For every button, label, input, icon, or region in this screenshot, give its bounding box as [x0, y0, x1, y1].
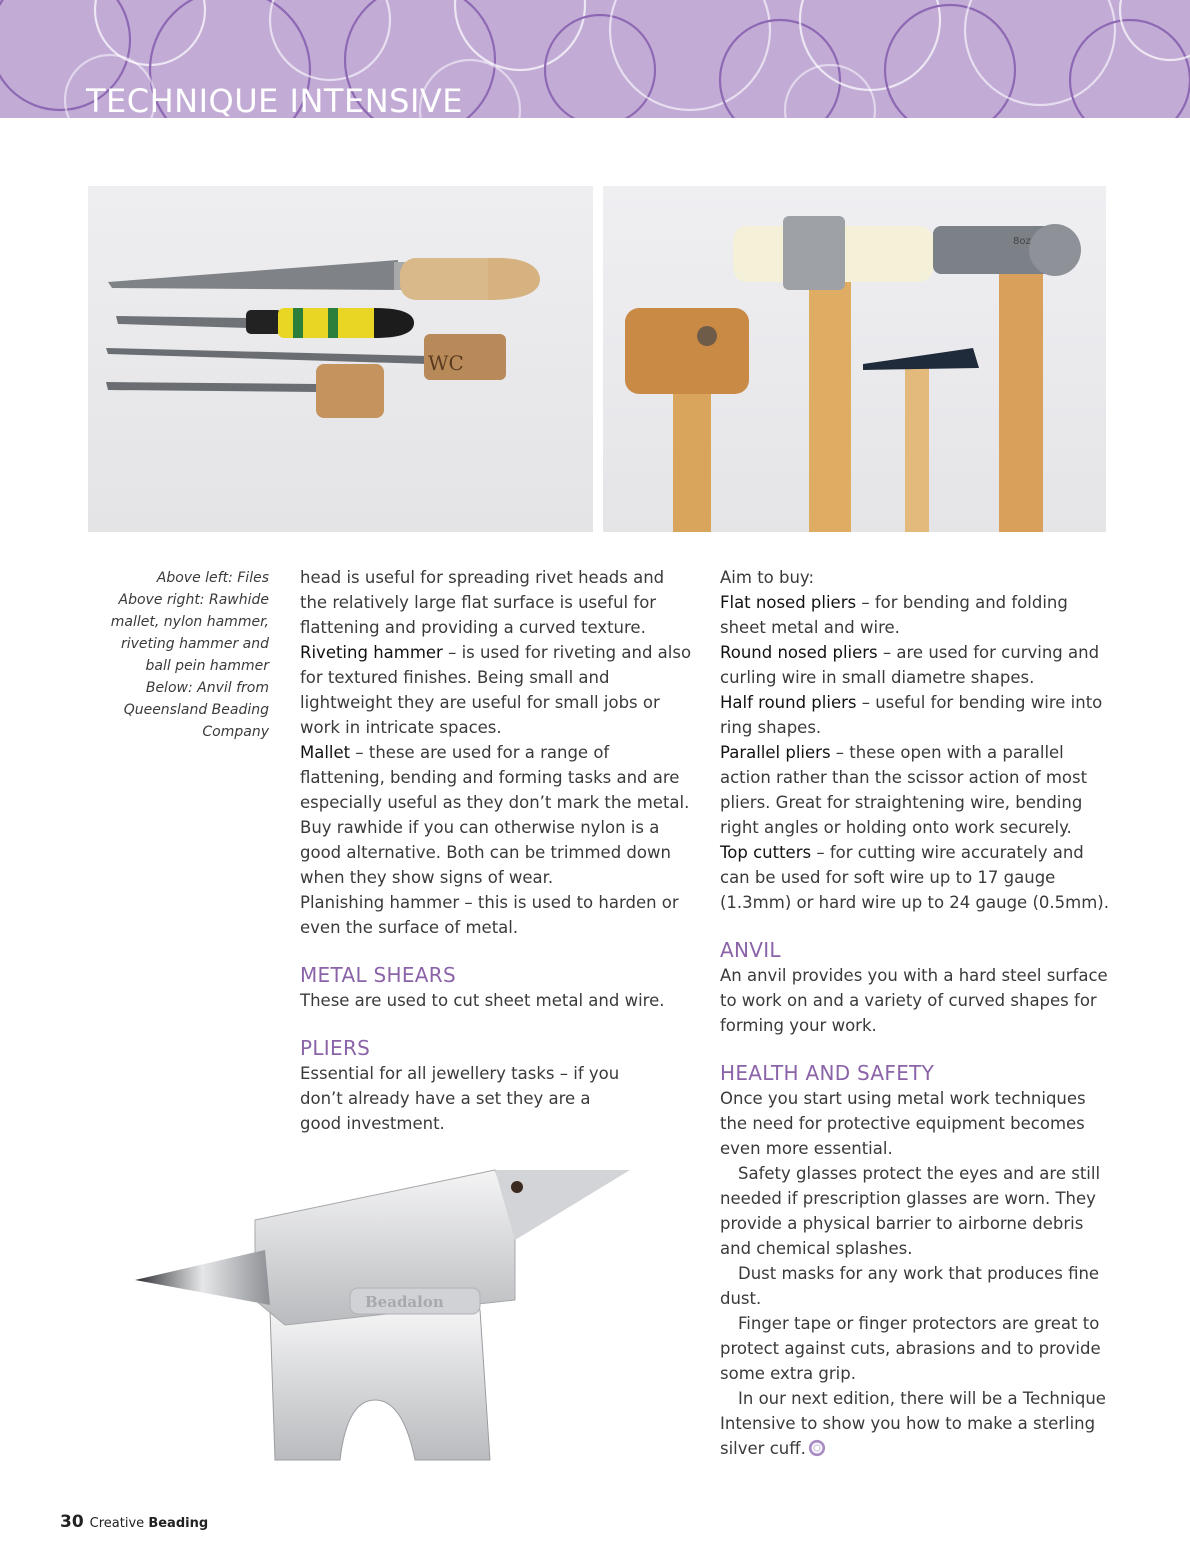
flat-pliers-term: Flat nosed pliers: [720, 593, 857, 612]
text-column-middle: [300, 565, 695, 1136]
next-edition-text: In our next edition, there will be a Technique Intensive to show you how to make a sterling silver cuff.: [720, 1389, 1106, 1458]
end-ring-icon: [808, 1439, 826, 1457]
anvil-heading: ANVIL: [720, 938, 781, 962]
caption-line: Above right: Rawhide: [118, 592, 269, 608]
parallel-pliers-paragraph: [720, 740, 1115, 840]
page-footer: [60, 1512, 208, 1532]
safety-glasses-text: Safety glasses protect the eyes and are still needed if prescription glasses are worn. They provide a physical barrier to airborne debris and chemical splashes.: [720, 1164, 1101, 1258]
pliers-heading: PLIERS: [300, 1036, 371, 1060]
dust-masks-text: Dust masks for any work that produces fine dust.: [720, 1264, 1100, 1308]
mallet-term: Mallet: [300, 743, 351, 762]
flat-pliers-paragraph: [720, 590, 1115, 640]
top-cutters-text: – for cutting wire accurately and can be used for soft wire up to 17 gauge (1.3mm) or hard wire up to 24 gauge (0.5mm).: [720, 843, 1109, 912]
top-cutters-term: Top cutters: [720, 843, 812, 862]
planishing-paragraph: Planishing hammer – this is used to harden or even the surface of metal.: [300, 893, 679, 937]
mallet-text: – these are used for a range of flattening, bending and forming tasks and are especially useful as they don’t mark the metal. Buy rawhide if you can otherwise nylon is a good alternative. Both can be trimmed down when they show signs of wear.: [300, 743, 690, 887]
round-pliers-text: – are used for curving and curling wire in small diametre shapes.: [720, 643, 1100, 687]
half-round-pliers-text: – useful for bending wire into ring shapes.: [720, 693, 1103, 737]
magazine-name: Beading: [148, 1516, 209, 1531]
hammer-stamp: 8oz: [1013, 236, 1031, 247]
caption-line: mallet, nylon hammer,: [110, 614, 269, 630]
flat-pliers-text: – for bending and folding sheet metal and wire.: [720, 593, 1068, 637]
riveting-paragraph: [300, 640, 695, 740]
riveting-term: Riveting hammer: [300, 643, 443, 662]
caption-line: Queensland Beading: [123, 702, 269, 718]
round-pliers-term: Round nosed pliers: [720, 643, 878, 662]
pliers-text: Essential for all jewellery tasks – if you don’t already have a set they are a good investment.: [300, 1064, 620, 1133]
metal-shears-text: These are used to cut sheet metal and wire.: [300, 991, 665, 1010]
photo-caption: [104, 567, 269, 743]
aim-to-buy: Aim to buy:: [720, 568, 815, 587]
text-column-right: [720, 565, 1115, 1461]
caption-line: Above left: Files: [156, 570, 269, 586]
section-title: TECHNIQUE INTENSIVE: [86, 82, 463, 118]
caption-line: riveting hammer and: [120, 636, 269, 652]
photo-hammers: [603, 186, 1106, 532]
header-banner: [0, 0, 1190, 118]
page-number: 30: [60, 1512, 84, 1532]
next-edition-paragraph: [720, 1386, 1115, 1461]
caption-line: ball pein hammer: [145, 658, 269, 674]
health-intro: Once you start using metal work techniques the need for protective equipment becomes even more essential.: [720, 1089, 1086, 1158]
anvil-brand-mark: Beadalon: [365, 1293, 444, 1311]
metal-shears-heading: METAL SHEARS: [300, 963, 456, 987]
magazine-prefix: Creative: [89, 1516, 145, 1531]
round-pliers-paragraph: [720, 640, 1115, 690]
cork-stamp: WC: [428, 351, 464, 375]
top-cutters-paragraph: [720, 840, 1115, 915]
health-safety-heading: HEALTH AND SAFETY: [720, 1061, 935, 1085]
riveting-text: – is used for riveting and also for textured finishes. Being small and lightweight they are useful for small jobs or work in intricate spaces.: [300, 643, 692, 737]
parallel-pliers-text: – these open with a parallel action rather than the scissor action of most pliers. Great for straightening wire, bending right angles or holding onto work securely.: [720, 743, 1088, 837]
half-round-pliers-paragraph: [720, 690, 1115, 740]
caption-line: Below: Anvil from: [145, 680, 269, 696]
mallet-paragraph: [300, 740, 695, 890]
parallel-pliers-term: Parallel pliers: [720, 743, 831, 762]
half-round-pliers-term: Half round pliers: [720, 693, 857, 712]
photo-files: [88, 186, 593, 532]
anvil-photo: [135, 1160, 645, 1490]
finger-tape-text: Finger tape or finger protectors are great to protect against cuts, abrasions and to provide some extra grip.: [720, 1314, 1101, 1383]
caption-line: Company: [202, 724, 269, 740]
anvil-text: An anvil provides you with a hard steel surface to work on and a variety of curved shapes for forming your work.: [720, 966, 1108, 1035]
hammer-intro: head is useful for spreading rivet heads and the relatively large flat surface is useful for flattening and providing a curved texture.: [300, 568, 665, 637]
